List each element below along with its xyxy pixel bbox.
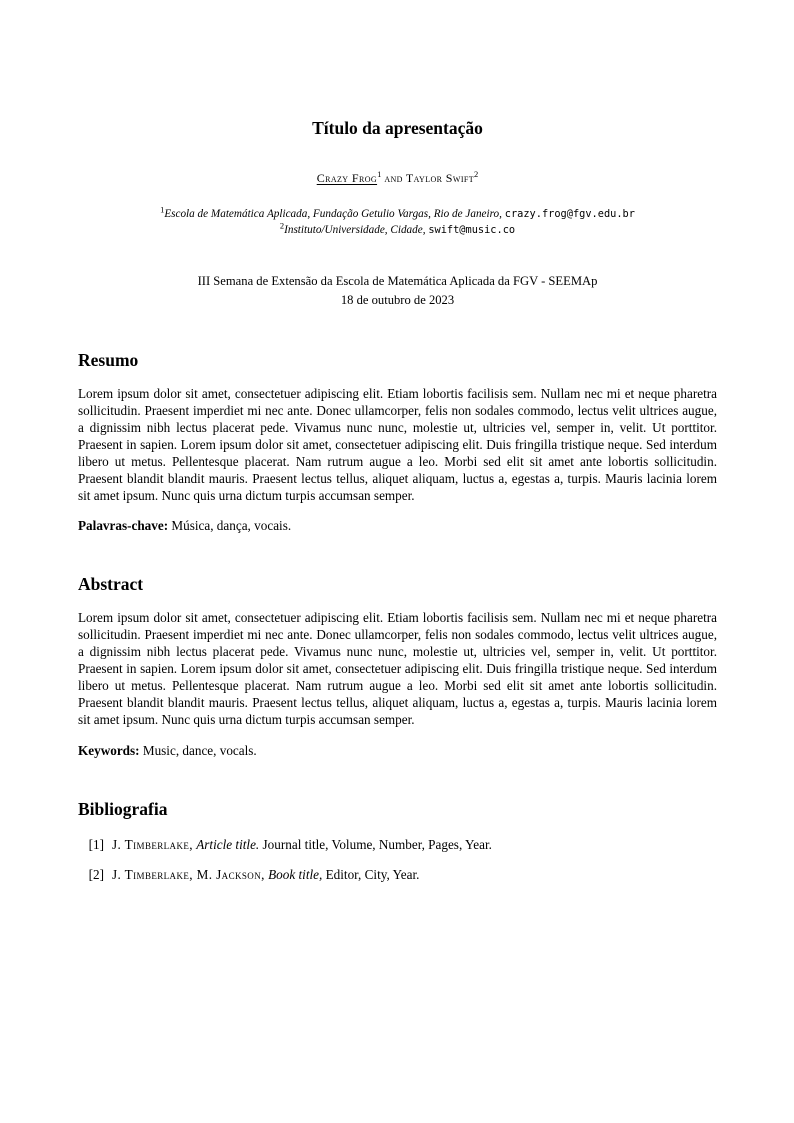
affiliation-2: [78, 222, 717, 238]
bib-item-2-content: [112, 866, 419, 883]
author-2-name: Taylor Swift: [405, 171, 475, 185]
abstract-keywords: Music, dance, vocals.: [142, 742, 257, 758]
bib-item-1-title: Article title.: [196, 836, 260, 852]
bibliography-list: [78, 836, 717, 883]
affiliation-2-text: Instituto/Universidade, Cidade,: [284, 224, 426, 237]
bib-item-2-authors: J. Timberlake, M. Jackson,: [112, 866, 265, 882]
author-1-affil-marker: 1: [377, 169, 382, 179]
bib-item-2-label: [2]: [88, 866, 104, 882]
event-block: [78, 272, 717, 310]
bib-item-2-title: Book title,: [268, 866, 323, 882]
bib-item-2-rest: Editor, City, Year.: [325, 866, 420, 882]
resumo-keywords-line: [78, 518, 717, 534]
author-1-name: Crazy Frog: [316, 171, 378, 185]
bib-item-1-rest: Journal title, Volume, Number, Pages, Year.: [262, 836, 492, 852]
affiliation-1: [78, 206, 717, 222]
affiliation-2-marker: 2: [279, 220, 285, 231]
affiliation-1-text: Escola de Matemática Aplicada, Fundação Getulio Vargas, Rio de Janeiro,: [164, 208, 502, 220]
paper-title: Título da apresentação: [312, 118, 483, 138]
abstract-keywords-line: [78, 743, 717, 759]
affiliation-1-email: crazy.frog@fgv.edu.br: [504, 208, 635, 220]
bib-item-1-label: [1]: [88, 836, 104, 852]
bibliography-item: [78, 866, 717, 883]
abstract-keywords-label: Keywords:: [78, 742, 140, 758]
bibliography-item: [78, 836, 717, 853]
affiliations-block: [78, 206, 717, 238]
authors-separator: and: [384, 171, 403, 185]
resumo-body: Lorem ipsum dolor sit amet, consectetuer adipiscing elit. Etiam lobortis facilisis sem. Nullam nec mi et neque pharetra sollicitudin. Praesent imperdiet mi nec ante. Donec ullamcorper, felis non sodales commodo, lectus velit ultrices augue, a dignissim nibh lectus placerat pede. Vivamus nunc nunc, molestie ut, ultricies vel, semper in, velit. Ut porttitor. Praesent in sapien. Lorem ipsum dolor sit amet, consectetuer adipiscing elit. Duis fringilla tristique neque. Sed interdum libero ut metus. Pellentesque placerat. Nam rutrum augue a leo. Morbi sed elit sit amet ante lobortis sollicitudin. Praesent blandit blandit mauris. Praesent lectus tellus, aliquet aliquam, luctus a, egestas a, turpis. Mauris lacinia lorem sit amet ipsum. Nunc quis urna dictum turpis accumsan semper.: [78, 386, 717, 503]
affiliation-1-marker: 1: [160, 204, 165, 215]
section-heading-bibliografia: Bibliografia: [78, 798, 168, 819]
authors-line: [78, 171, 717, 186]
resumo-keywords: Música, dança, vocais.: [171, 518, 292, 534]
event-date: 18 de outubro de 2023: [340, 293, 455, 308]
section-heading-resumo: Resumo: [78, 350, 139, 371]
abstract-body: Lorem ipsum dolor sit amet, consectetuer adipiscing elit. Etiam lobortis facilisis sem. Nullam nec mi et neque pharetra sollicitudin. Praesent imperdiet mi nec ante. Donec ullamcorper, felis non sodales commodo, lectus velit ultrices augue, a dignissim nibh lectus placerat pede. Vivamus nunc nunc, molestie ut, ultricies vel, semper in, velit. Ut porttitor. Praesent in sapien. Lorem ipsum dolor sit amet, consectetuer adipiscing elit. Duis fringilla tristique neque. Sed interdum libero ut metus. Pellentesque placerat. Nam rutrum augue a leo. Morbi sed elit sit amet ante lobortis sollicitudin. Praesent blandit blandit mauris. Praesent lectus tellus, aliquet aliquam, luctus a, egestas a, turpis. Mauris lacinia lorem sit amet ipsum. Nunc quis urna dictum turpis accumsan semper.: [78, 610, 717, 727]
affiliation-2-email: swift@music.co: [428, 224, 516, 237]
bib-item-1-content: [112, 836, 492, 853]
resumo-keywords-label: Palavras-chave:: [78, 518, 169, 534]
event-name: III Semana de Extensão da Escola de Matemática Aplicada da FGV - SEEMAp: [197, 274, 598, 289]
bib-item-1-authors: J. Timberlake,: [112, 836, 193, 852]
section-heading-abstract: Abstract: [78, 574, 144, 595]
author-2-affil-marker: 2: [474, 169, 479, 179]
